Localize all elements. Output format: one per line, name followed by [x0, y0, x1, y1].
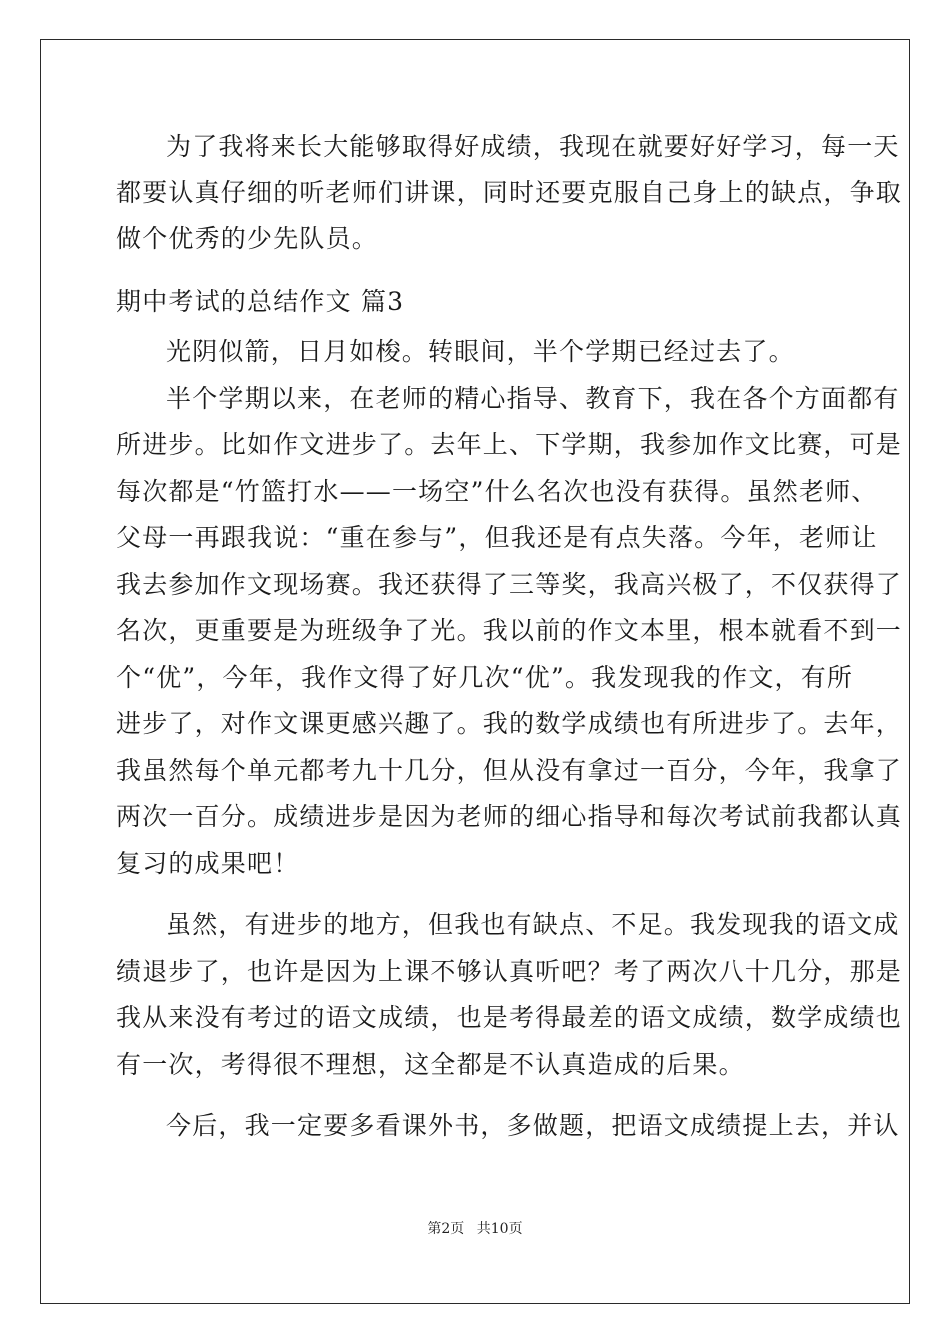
text-line: 进步了，对作文课更感兴趣了。我的数学成绩也有所进步了。去年，	[116, 709, 903, 738]
text-line: 两次一百分。成绩进步是因为老师的细心指导和每次考试前我都认真	[116, 802, 903, 831]
text-line: 为了我将来长大能够取得好成绩，我现在就要好好学习，每一天	[166, 132, 900, 161]
text-line: 复习的成果吧！	[116, 849, 300, 878]
text-line: 都要认真仔细的听老师们讲课，同时还要克服自己身上的缺点，争取	[116, 178, 903, 207]
text-line: 所进步。比如作文进步了。去年上、下学期，我参加作文比赛，可是	[116, 430, 903, 459]
text-line: 绩退步了，也许是因为上课不够认真听吧？考了两次八十几分，那是	[116, 957, 903, 986]
text-line: 我从来没有考过的语文成绩，也是考得最差的语文成绩，数学成绩也	[116, 1003, 903, 1032]
text-line: 父母一再跟我说：“重在参与”，但我还是有点失落。今年，老师让	[116, 523, 878, 552]
text-line: 每次都是“竹篮打水——一场空”什么名次也没有获得。虽然老师、	[116, 477, 878, 506]
text-line: 虽然，有进步的地方，但我也有缺点、不足。我发现我的语文成	[166, 910, 900, 939]
page-total: 共10页	[476, 1221, 523, 1237]
text-line: 今后，我一定要多看课外书，多做题，把语文成绩提上去，并认	[166, 1111, 900, 1140]
text-line: 光阴似箭，日月如梭。转眼间，半个学期已经过去了。	[166, 337, 795, 366]
text-line: 我虽然每个单元都考九十几分，但从没有拿过一百分，今年，我拿了	[116, 756, 903, 785]
text-line: 做个优秀的少先队员。	[116, 224, 379, 253]
text-line: 个“优”，今年，我作文得了好几次“优”。我发现我的作文，有所	[116, 663, 854, 692]
text-line: 我去参加作文现场赛。我还获得了三等奖，我高兴极了，不仅获得了	[116, 570, 903, 599]
text-line: 半个学期以来，在老师的精心指导、教育下，我在各个方面都有	[166, 384, 900, 413]
text-line: 有一次，考得很不理想，这全都是不认真造成的后果。	[116, 1050, 745, 1079]
page-number: 第2页	[427, 1221, 465, 1237]
page-footer	[0, 1218, 950, 1238]
section-heading: 期中考试的总结作文 篇3	[116, 287, 405, 316]
text-line: 名次，更重要是为班级争了光。我以前的作文本里，根本就看不到一	[116, 616, 903, 645]
